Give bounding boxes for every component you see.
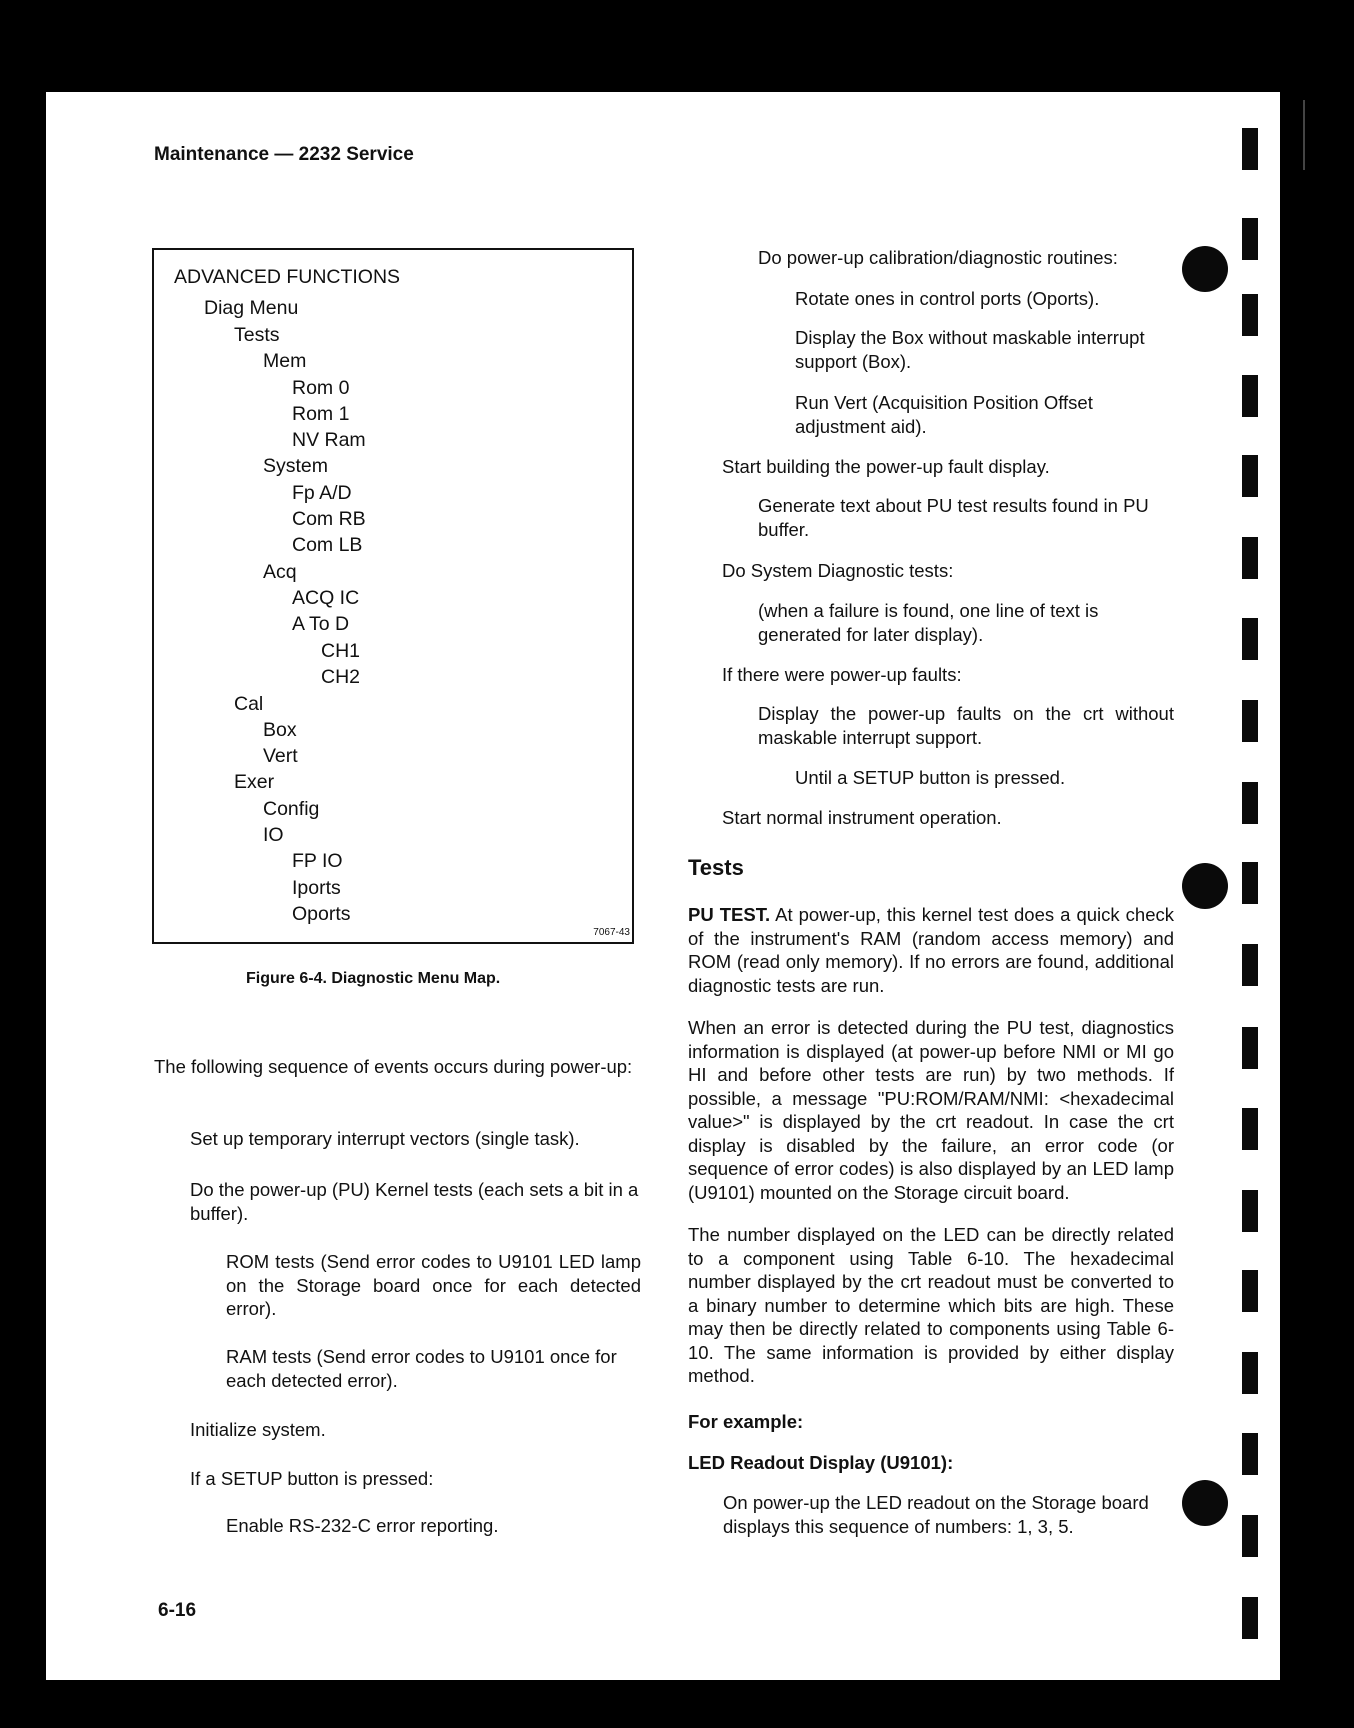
menu-item: Mem (263, 350, 307, 372)
step-enable-rs232: Enable RS-232-C error reporting. (226, 1515, 499, 1536)
menu-item: IO (263, 824, 284, 846)
edge-tab-mark (1242, 1433, 1258, 1475)
for-example-label: For example: (688, 1411, 804, 1432)
step-rotate-ones: Rotate ones in control ports (Oports). (795, 288, 1100, 309)
step-start-building: Start building the power-up fault display. (722, 456, 1050, 477)
tests-heading: Tests (688, 855, 744, 880)
pu-test-label: PU TEST. (688, 904, 771, 925)
running-header: Maintenance — 2232 Service (154, 144, 414, 165)
menu-item: Vert (263, 745, 298, 767)
step-calibration: Do power-up calibration/diagnostic routines: (758, 247, 1118, 268)
menu-item: A To D (292, 613, 350, 635)
menu-item: ACQ IC (292, 587, 360, 609)
menu-item: Diag Menu (204, 297, 299, 319)
figure-caption: Figure 6-4. Diagnostic Menu Map. (246, 970, 501, 987)
edge-tab-mark (1242, 537, 1258, 579)
menu-item: CH1 (321, 640, 361, 662)
menu-item: Rom 1 (292, 403, 350, 425)
step-interrupt-vectors: Set up temporary interrupt vectors (single task). (190, 1128, 580, 1149)
step-generate-text: Generate text about PU test results found in PU buffer. (758, 495, 1149, 540)
edge-tab-mark (1242, 294, 1258, 336)
menu-item: Config (263, 798, 320, 820)
failure-note: (when a failure is found, one line of text is generated for later display). (758, 600, 1099, 645)
menu-item: System (263, 455, 329, 477)
step-system-diagnostic: Do System Diagnostic tests: (722, 560, 954, 581)
punch-hole (1182, 863, 1228, 909)
menu-item: Com LB (292, 534, 363, 556)
step-rom-tests: ROM tests (Send error codes to U9101 LED lamp on the Storage board once for each detected error). (226, 1251, 641, 1319)
edge-tab-mark (1242, 944, 1258, 986)
edge-tab-mark (1242, 1352, 1258, 1394)
edge-tab-mark (1242, 128, 1258, 170)
menu-item: Rom 0 (292, 377, 350, 399)
edge-tab-mark (1242, 1027, 1258, 1069)
led-readout-heading: LED Readout Display (U9101): (688, 1452, 954, 1473)
menu-item: FP IO (292, 850, 343, 872)
menu-item: ADVANCED FUNCTIONS (174, 266, 401, 288)
menu-item: Com RB (292, 508, 366, 530)
edge-tab-mark (1242, 700, 1258, 742)
edge-tab-mark (1242, 1515, 1258, 1557)
pu-test-paragraph (688, 903, 1174, 997)
edge-tab-mark (1242, 1270, 1258, 1312)
number-paragraph: The number displayed on the LED can be directly related to a component using Table 6-10. The hexadecimal number displayed by the crt readout must be converted to a binary number to determine which bits are high. These may then be directly related to components using Table 6-10. The same information is provided by either display method. (688, 1224, 1174, 1386)
step-display-box: Display the Box without maskable interrupt support (Box). (795, 327, 1145, 372)
intro-paragraph: The following sequence of events occurs during power-up: (154, 1056, 633, 1077)
error-paragraph: When an error is detected during the PU test, diagnostics information is displayed (at power-up before NMI or MI go HI and before other tests are run) by two methods. If possible, a message "PU:ROM/RAM/NMI: <hexadecimal value>" is displayed by the crt readout. In case the crt display is disabled by the failure, an error code (or sequence of error codes) is also displayed by an LED lamp (U9101) mounted on the Storage circuit board. (688, 1017, 1174, 1203)
edge-tab-mark (1242, 1108, 1258, 1150)
edge-tab-mark (1242, 862, 1258, 904)
edge-tab-mark (1242, 455, 1258, 497)
menu-item: Fp A/D (292, 482, 352, 504)
edge-tab-mark (1242, 218, 1258, 260)
step-start-normal: Start normal instrument operation. (722, 807, 1002, 828)
page-number: 6-16 (158, 1600, 197, 1621)
menu-item: Cal (234, 693, 264, 715)
menu-item: Exer (234, 771, 275, 793)
edge-tab-mark (1242, 1597, 1258, 1639)
menu-item: Oports (292, 903, 351, 925)
punch-hole (1182, 1480, 1228, 1526)
menu-item: Iports (292, 877, 341, 899)
step-ram-tests: RAM tests (Send error codes to U9101 once for each detected error). (226, 1346, 617, 1391)
figure-id: 7067-43 (593, 927, 630, 938)
pu-test-text: At power-up, this kernel test does a quick check of the instrument's RAM (random access memory) and ROM (read only memory). If no errors are found, additional diagnostic tests are run. (688, 904, 1175, 996)
menu-item: Tests (234, 324, 280, 346)
step-initialize: Initialize system. (190, 1419, 326, 1440)
step-until-setup: Until a SETUP button is pressed. (795, 767, 1066, 788)
menu-item: NV Ram (292, 429, 366, 451)
edge-tab-mark (1242, 782, 1258, 824)
step-setup-pressed: If a SETUP button is pressed: (190, 1468, 434, 1489)
edge-tab-mark (1242, 375, 1258, 417)
menu-item: CH2 (321, 666, 361, 688)
led-readout-text: On power-up the LED readout on the Storage board displays this sequence of numbers: 1, 3, 5. (723, 1492, 1149, 1537)
edge-tab-mark (1242, 1190, 1258, 1232)
step-kernel-tests: Do the power-up (PU) Kernel tests (each sets a bit in a buffer). (190, 1179, 639, 1224)
step-display-faults: Display the power-up faults on the crt without maskable interrupt support. (758, 703, 1174, 748)
punch-hole (1182, 246, 1228, 292)
diagnostic-menu-map-figure (152, 248, 634, 944)
menu-item: Acq (263, 561, 297, 583)
step-run-vert: Run Vert (Acquisition Position Offset adjustment aid). (795, 392, 1093, 437)
menu-item: Box (263, 719, 297, 741)
step-if-faults: If there were power-up faults: (722, 664, 962, 685)
page-edge-line (1303, 100, 1305, 170)
edge-tab-mark (1242, 618, 1258, 660)
